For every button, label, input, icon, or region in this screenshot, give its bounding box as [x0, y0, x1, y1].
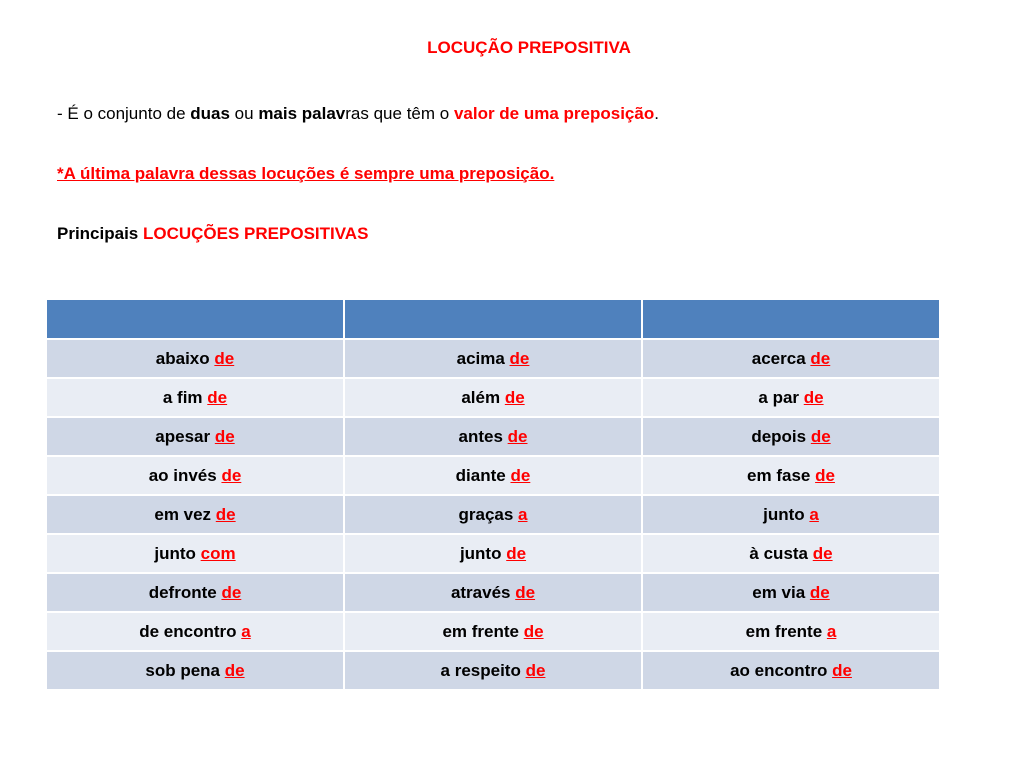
locucao-word: em vez	[154, 504, 216, 524]
definition-text-1: - É o conjunto de	[57, 104, 191, 123]
locucao-word: junto	[459, 543, 507, 563]
locucao-word: junto	[763, 504, 810, 524]
table-cell	[344, 534, 642, 573]
table-header-cell	[344, 299, 642, 339]
table-cell	[344, 651, 642, 690]
locucao-word: diante	[455, 465, 511, 485]
table-cell	[344, 456, 642, 495]
table-cell	[344, 339, 642, 378]
locucao-preposition: com	[200, 543, 236, 563]
locucao-word: em fase	[747, 465, 816, 485]
table-row	[46, 378, 940, 417]
table-row	[46, 612, 940, 651]
locucao-word: além	[461, 387, 505, 407]
locucao-word: a par	[758, 387, 804, 407]
table-header-cell	[46, 299, 344, 339]
locucao-word: junto	[154, 543, 201, 563]
note-line: *A última palavra dessas locuções é sempre uma preposição.	[57, 164, 555, 183]
locucao-word: abaixo	[155, 348, 215, 368]
locucao-word: a fim	[162, 387, 208, 407]
locucao-word: ao invés	[148, 465, 222, 485]
locucao-preposition: de	[523, 621, 544, 641]
principal-highlight: LOCUÇÕES PREPOSITIVAS	[142, 224, 369, 243]
table-cell	[344, 378, 642, 417]
locucao-word: apesar	[155, 426, 215, 446]
locucao-word: em via	[752, 582, 810, 602]
locucao-preposition: de	[809, 582, 830, 602]
definition-period: .	[654, 104, 659, 123]
table-cell	[642, 534, 940, 573]
table-cell	[642, 573, 940, 612]
locucao-preposition: de	[224, 660, 245, 680]
table-row	[46, 495, 940, 534]
locucao-preposition: de	[810, 348, 831, 368]
table-row	[46, 573, 940, 612]
locucao-preposition: de	[832, 660, 852, 680]
definition-line	[57, 104, 659, 124]
locucao-word: através	[450, 582, 516, 602]
locucao-preposition: de	[810, 426, 831, 446]
page-title: LOCUÇÃO PREPOSITIVA	[427, 38, 631, 57]
table-cell	[46, 573, 344, 612]
table-cell	[642, 612, 940, 651]
table-cell	[46, 339, 344, 378]
locucao-word: em frente	[442, 621, 524, 641]
locucao-preposition: de	[215, 504, 236, 524]
table-cell	[46, 612, 344, 651]
locucao-word: antes	[458, 426, 508, 446]
definition-highlight: valor de uma preposição	[453, 104, 655, 123]
locucao-preposition: de	[214, 426, 235, 446]
table-cell	[642, 339, 940, 378]
table-cell	[46, 651, 344, 690]
table-cell	[344, 495, 642, 534]
locucao-preposition: de	[815, 465, 835, 485]
locucao-preposition: a	[809, 504, 819, 524]
locucao-word: em frente	[745, 621, 827, 641]
table-row	[46, 534, 940, 573]
table-cell	[46, 534, 344, 573]
locucao-preposition: de	[214, 348, 235, 368]
locucao-preposition: de	[507, 426, 528, 446]
locucao-preposition: de	[803, 387, 824, 407]
locucao-word: ao encontro	[730, 660, 833, 680]
table-cell	[642, 651, 940, 690]
locucao-preposition: de	[207, 387, 228, 407]
locucao-preposition: a	[518, 504, 528, 524]
table-row	[46, 456, 940, 495]
definition-bold-mais: mais palav	[258, 104, 346, 123]
table-cell	[642, 495, 940, 534]
locucao-preposition: de	[510, 465, 531, 485]
locucao-preposition: de	[812, 543, 833, 563]
definition-bold-duas: duas	[190, 104, 230, 123]
locucao-preposition: de	[515, 582, 536, 602]
locucao-word: defronte	[148, 582, 222, 602]
table-row	[46, 417, 940, 456]
locucao-word: depois	[751, 426, 811, 446]
locucao-word: a respeito	[440, 660, 526, 680]
principal-label: Principais	[57, 224, 143, 243]
locucao-preposition: a	[241, 621, 251, 641]
table-cell	[642, 417, 940, 456]
locucao-preposition: de	[506, 543, 527, 563]
principal-line	[57, 224, 368, 244]
table-cell	[46, 456, 344, 495]
locucao-preposition: a	[826, 621, 837, 641]
locucao-word: à custa	[749, 543, 813, 563]
locucao-preposition: de	[504, 387, 525, 407]
locucao-word: sob pena	[145, 660, 225, 680]
table-cell	[344, 573, 642, 612]
table-cell	[642, 378, 940, 417]
locucao-word: graças	[458, 504, 519, 524]
locucao-word: acima	[456, 348, 510, 368]
table-cell	[46, 378, 344, 417]
table-cell	[46, 417, 344, 456]
table-cell	[642, 456, 940, 495]
table-cell	[344, 612, 642, 651]
table-cell	[46, 495, 344, 534]
table-body	[46, 339, 940, 690]
locucao-word: acerca	[751, 348, 811, 368]
definition-text-2: ou	[229, 104, 259, 123]
table-header-cell	[642, 299, 940, 339]
definition-text-3: ras que têm o	[345, 104, 454, 123]
locucao-preposition: de	[525, 660, 546, 680]
locucoes-table	[45, 298, 941, 691]
locucao-word: de encontro	[139, 621, 242, 641]
locucao-preposition: de	[509, 348, 530, 368]
table-header-row	[46, 299, 940, 339]
locucao-preposition: de	[221, 582, 242, 602]
table-row	[46, 339, 940, 378]
locucao-preposition: de	[221, 465, 242, 485]
table-row	[46, 651, 940, 690]
table-cell	[344, 417, 642, 456]
